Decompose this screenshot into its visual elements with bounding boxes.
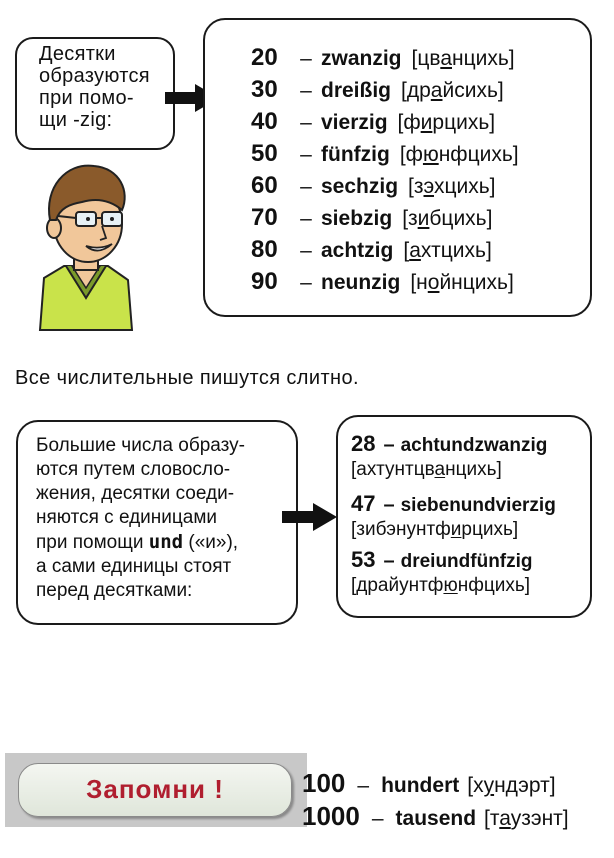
example-number: 28 [351, 431, 376, 456]
tens-number: 20 [251, 44, 278, 71]
compound-rule-text [36, 434, 286, 603]
dash: – [300, 111, 312, 134]
german-word: dreiundfünfzig [400, 551, 533, 572]
rule-sentence: Все числительные пишутся слитно. [15, 367, 359, 389]
und-keyword: und [148, 531, 184, 553]
rule-line: перед десятками: [36, 580, 193, 601]
german-word: neunzig [321, 271, 401, 294]
transcription: [фюнфцихь] [399, 143, 519, 166]
dash: – [357, 774, 370, 797]
german-word: achtzig [321, 239, 394, 262]
rule-line: Большие числа образу- [36, 435, 245, 456]
arrow-right-icon [282, 503, 338, 531]
tens-number: 30 [251, 76, 278, 103]
intro-line: Десятки [39, 43, 116, 65]
intro-callout [15, 37, 175, 150]
tens-list-box [203, 18, 592, 317]
tens-number: 50 [251, 140, 278, 167]
tens-row [251, 108, 495, 136]
dash: – [300, 79, 312, 102]
intro-line: щи -zig: [39, 109, 113, 131]
example-number: 53 [351, 547, 376, 572]
compound-examples-box [336, 415, 592, 618]
rule-line: ются путем словосло- [36, 459, 231, 480]
example-number: 47 [351, 491, 376, 516]
dash: – [300, 239, 312, 262]
dash: – [383, 494, 395, 516]
transcription: [ахтцихь] [403, 239, 492, 262]
german-word: fünfzig [321, 143, 390, 166]
example-item [351, 431, 547, 481]
tens-number: 60 [251, 172, 278, 199]
dash: – [300, 271, 312, 294]
german-word: dreißig [321, 79, 392, 102]
tens-number: 40 [251, 108, 278, 135]
tens-number: 80 [251, 236, 278, 263]
big-number-row [302, 768, 556, 799]
intro-line: при помо- [39, 87, 134, 109]
dash: – [383, 434, 395, 456]
tens-row [251, 236, 492, 264]
german-word: zwanzig [321, 47, 402, 70]
german-word: vierzig [321, 111, 388, 134]
german-word: siebenundvierzig [400, 495, 556, 516]
transcription: [таузэнт] [484, 807, 569, 830]
german-word: hundert [381, 774, 460, 797]
tens-row [251, 204, 492, 232]
tens-number: 90 [251, 268, 278, 295]
transcription: [зибцихь] [402, 207, 493, 230]
tens-row [251, 268, 514, 296]
big-number: 1000 [302, 801, 360, 831]
rule-line: а сами единицы стоят [36, 556, 232, 577]
remember-label: Запомни ! [86, 774, 224, 804]
intro-text [39, 43, 150, 131]
dash: – [300, 143, 312, 166]
tens-row [251, 76, 504, 104]
transcription: [ахтунтцванцихь] [351, 459, 502, 480]
tens-row [251, 44, 515, 72]
remember-badge [18, 763, 292, 817]
german-word: tausend [395, 807, 477, 830]
intro-line: образуются [39, 65, 150, 87]
example-item [351, 491, 556, 541]
transcription: [фирцихь] [397, 111, 496, 134]
german-word: siebzig [321, 207, 393, 230]
dash: – [371, 807, 384, 830]
transcription: [зэхцихь] [408, 175, 496, 198]
transcription: [драйсихь] [401, 79, 504, 102]
tens-row [251, 172, 496, 200]
german-word: achtundzwanzig [400, 435, 548, 456]
big-number-row [302, 801, 569, 832]
transcription: [нойнцихь] [410, 271, 514, 294]
teacher-illustration [36, 158, 136, 333]
dash: – [300, 207, 312, 230]
german-word: sechzig [321, 175, 399, 198]
transcription: [драйунтфюнфцихь] [351, 575, 531, 596]
transcription: [зибэнунтфирцихь] [351, 519, 519, 540]
compound-rule-box [16, 420, 298, 625]
dash: – [300, 47, 312, 70]
tens-number: 70 [251, 204, 278, 231]
rule-line: при помощи und («и»), [36, 531, 239, 553]
tens-row [251, 140, 519, 168]
transcription: [цванцихь] [411, 47, 515, 70]
rule-line: няются с единицами [36, 507, 218, 528]
example-item [351, 547, 533, 597]
big-number: 100 [302, 768, 346, 798]
rule-line: жения, десятки соеди- [36, 483, 235, 504]
dash: – [383, 550, 395, 572]
dash: – [300, 175, 312, 198]
transcription: [хундэрт] [467, 774, 556, 797]
